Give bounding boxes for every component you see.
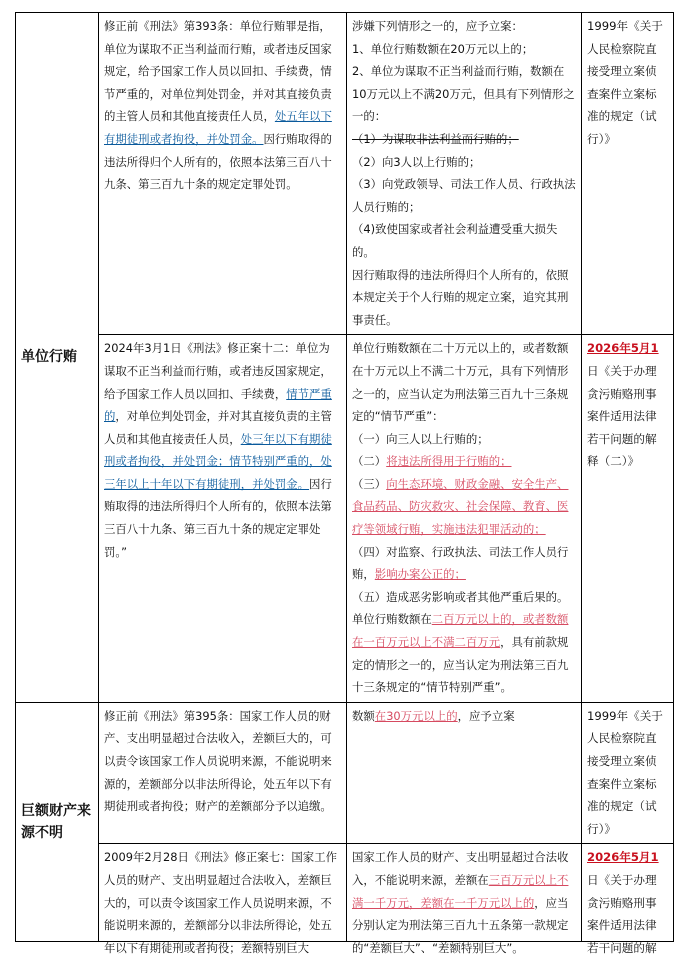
- source-cell: 1999年《关于人民检察院直接受理立案侦查案件立案标准的规定（试行）》: [582, 13, 674, 335]
- date-highlight: 2026年5月1: [587, 341, 659, 356]
- table-row: [16, 335, 674, 703]
- standard-cell: 涉嫌下列情形之一的，应予立案： 1、单位行贿数额在20万元以上的； 2、单位为谋取不正当利益而行贿，数额在10万元以上不满20万元，但具有下列情形之一的： （1）为谋取非法利益而行贿的； （2）向3人以上行贿的； （3）向党政领导、司法工作人员、行政执法人员行贿的； （4)致使国家或者社会利益遭受重大损失的。 因行贿取得的违法所得归个人所有的，依照本规定关于个人行贿的规定立案，追究其刑事责任。: [347, 13, 582, 335]
- category-label: 单位行贿: [21, 348, 77, 365]
- highlighted-text: 处五年以下有期徒刑或者拘役，并处罚金。: [104, 109, 332, 146]
- category-cell: [16, 13, 99, 703]
- comparison-table: [15, 12, 674, 955]
- law-cell: 2024年3月1日《刑法》修正案十二：单位为谋取不正当利益而行贿，或者违反国家规定，给予国家工作人员以回扣、手续费，情节严重的，对单位判处罚金，并对其直接负责的主管人员和其他直接责任人员，处三年以下有期徒刑或者拘役，并处罚金；情节特别严重的，处三年以上十年以下有期徒刑，并处罚金。因行贿取得的违法所得归个人所有的，依照本法第三百八十九条、第三百九十条的规定定罪处罚。”: [99, 335, 347, 703]
- law-cell: 修正前《刑法》第393条：单位行贿罪是指，单位为谋取不正当利益而行贿，或者违反国家规定，给予国家工作人员以回扣、手续费，情节严重的，对单位判处罚金，并对其直接负责的主管人员和其他直接责任人员，处五年以下有期徒刑或者拘役，并处罚金。因行贿取得的违法所得归个人所有的，依照本法第三百八十九条、第三百九十条的规定定罪处罚。: [99, 13, 347, 335]
- source-cell: 2026年5月1日《关于办理贪污贿赂刑事案件适用法律若干问题的解释（二）》: [582, 335, 674, 703]
- table-row: [16, 844, 674, 942]
- category-cell: [16, 702, 99, 942]
- standard-cell: 国家工作人员的财产、支出明显超过合法收入，不能说明来源，差额在三百万元以上不满一千万元，差额在一千万元以上的，应当分别认定为刑法第三百九十五条第一款规定的“差额巨大”、“差额特别巨大”。: [347, 844, 582, 942]
- date-highlight: 2026年5月1: [587, 850, 659, 865]
- standard-cell: 单位行贿数额在二十万元以上的，或者数额在十万元以上不满二十万元，具有下列情形之一的，应当认定为刑法第三百九十三条规定的“情节严重”： （一）向三人以上行贿的； （二）将违法所得用于行贿的； （三）向生态环境、财政金融、安全生产、食品药品、防灾救灾、社会保障、教育、医疗等领域行贿，实施违法犯罪活动的； （四）对监察、行政执法、司法工作人员行贿，影响办案公正的； （五）造成恶劣影响或者其他严重后果的。 单位行贿数额在二百万元以上的，或者数额在一百万元以上不满二百万元，具有前款规定的情形之一的，应当认定为刑法第三百九十三条规定的“情节特别严重”。: [347, 335, 582, 703]
- law-cell: 修正前《刑法》第395条：国家工作人员的财产、支出明显超过合法收入，差额巨大的，可以责令该国家工作人员说明来源，不能说明来源的，差额部分以非法所得论，处五年以下有期徒刑或者拘役；财产的差额部分予以追缴。: [99, 702, 347, 844]
- source-cell: 1999年《关于人民检察院直接受理立案侦查案件立案标准的规定（试行）》: [582, 702, 674, 844]
- law-cell: 2009年2月28日《刑法》修正案七：国家工作人员的财产、支出明显超过合法收入，差额巨大的，可以责令该国家工作人员说明来源，不能说明来源的，差额部分以非法所得论，处五年以下有期徒刑或者拘役；差额特别巨大: [99, 844, 347, 942]
- table-row: [16, 702, 674, 844]
- table-row: [16, 13, 674, 335]
- standard-cell: 数额在30万元以上的，应予立案: [347, 702, 582, 844]
- category-label: 巨额财产来源不明: [21, 802, 91, 841]
- struck-text: （1）为谋取非法利益而行贿的；: [352, 131, 519, 146]
- source-cell: 2026年5月1日《关于办理贪污贿赂刑事案件适用法律若干问题的解: [582, 844, 674, 942]
